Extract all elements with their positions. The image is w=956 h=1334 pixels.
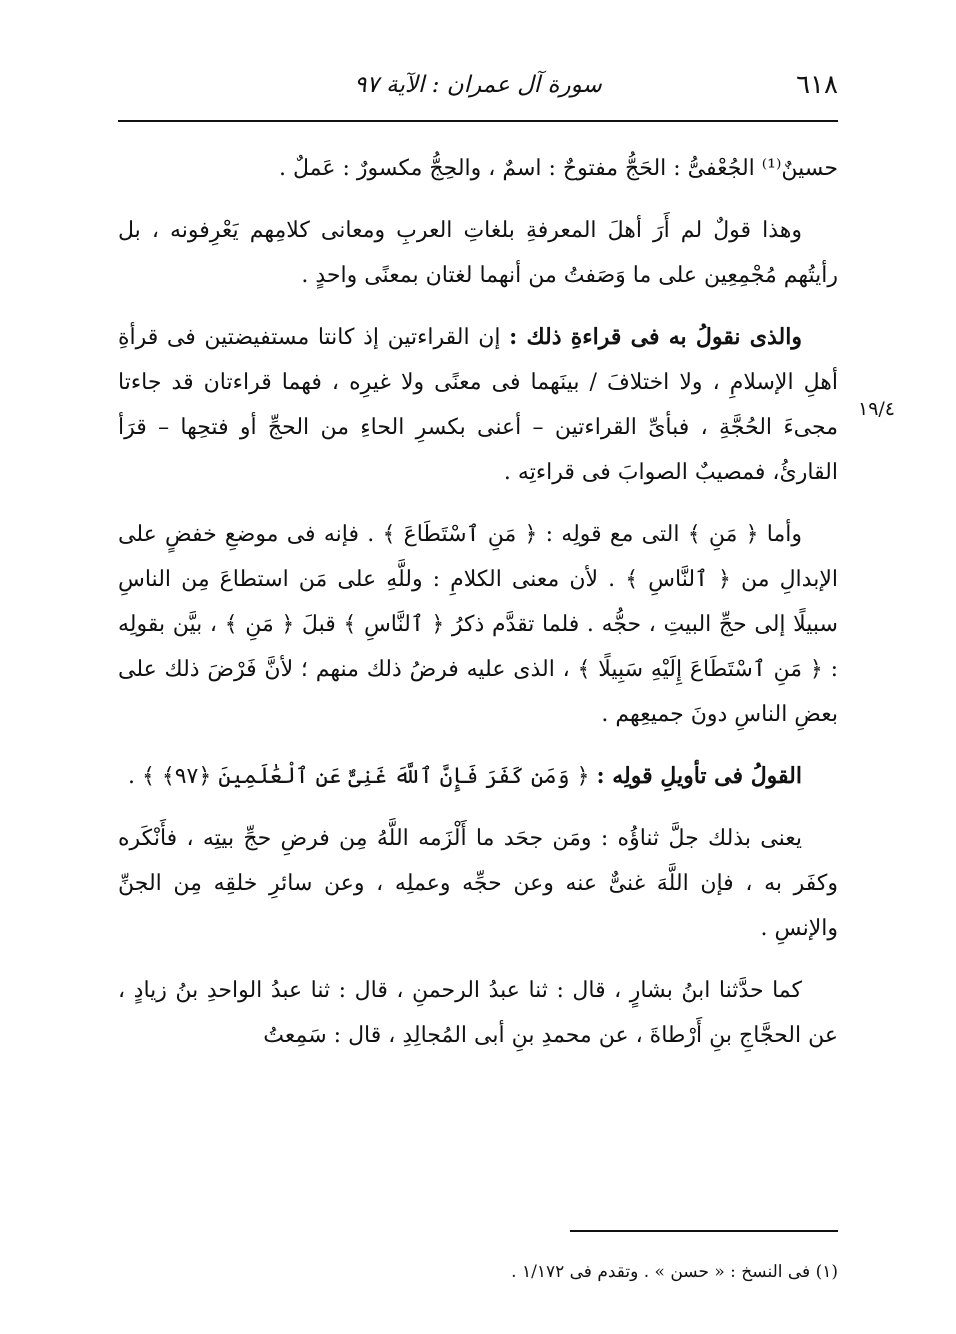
running-title: سورة آل عمران : الآية ٩٧ [354, 72, 602, 98]
paragraph-text: يعنى بذلك جلَّ ثناؤُه : ومَن جحَد ما أَلْزَمه اللَّهُ مِن فرضِ حجِّ بيتِه ، فأَنْكَره وكفَر به ، فإن اللَّهَ غنىٌّ عنه وعن حجِّه وعملِه ، وعن سائرِ خلقِه مِن الجنِّ والإنسِ . [118, 826, 838, 941]
paragraph [118, 754, 838, 799]
paragraph-text: ﴿ وَمَن كَفَرَ فَإِنَّ ٱللَّهَ غَنِىٌّ عَنِ ٱلْعَٰلَمِينَ ﴿٩٧﴾ ﴾ . [127, 764, 597, 789]
paragraph-text: إن القراءتين إذ كانتا مستفيضتين فى قرأةِ أهلِ الإسلامِ ، ولا اختلافَ / بينَهما فى معنًى ولا غيرِه ، فهما قراءتان قد جاءتا مجىءَ الحُجَّةِ ، فبأىِّ القراءتين – أعنى بكسرِ الحاءِ من الحجِّ أو فتحِها – قرَأ القارئُ، فمصيبٌ الصوابَ فى قراءتِه . [118, 325, 838, 485]
paragraph [118, 146, 838, 191]
paragraph [118, 315, 838, 495]
paragraph-lead: القولُ فى تأويلِ قولِه : [596, 763, 802, 789]
page-header [118, 70, 838, 114]
paragraph-text: كما حدَّثنا ابنُ بشارٍ ، قال : ثنا عبدُ الرحمنِ ، قال : ثنا عبدُ الواحدِ بنُ زيادٍ ، عن الحجَّاجِ بنِ أَرْطاةَ ، عن محمدِ بنِ أبى المُجالِدِ ، قال : سَمِعتُ [118, 978, 838, 1048]
main-text [118, 146, 838, 1075]
header-rule [118, 120, 838, 122]
paragraph-text: وأما ﴿ مَنِ ﴾ التى مع قولِه : ﴿ مَنِ ٱسْتَطَاعَ ﴾ . فإنه فى موضعِ خفضٍ على الإبدالِ من ﴿ ٱلنَّاسِ ﴾ . لأن معنى الكلامِ : وللَّهِ على مَن استطاعَ مِن الناسِ سبيلًا إلى حجِّ البيتِ ، حجُّه . فلما تقدَّم ذكرُ ﴿ ٱلنَّاسِ ﴾ قبلَ ﴿ مَنِ ﴾ ، بيَّن بقولِه : ﴿ مَنِ ٱسْتَطَاعَ إِلَيْهِ سَبِيلًا ﴾ ، الذى عليه فرضُ ذلك منهم ؛ لأنَّ فَرْضَ ذلك على بعضِ الناسِ دونَ جميعِهم . [118, 522, 838, 727]
paragraph-text: وهذا قولٌ لم أَرَ أهلَ المعرفةِ بلغاتِ العربِ ومعانى كلامِهم يَعْرِفونه ، بل رأيتُهم مُجْمِعِين على ما وَصَفتُ من أنهما لغتان بمعنًى واحدٍ . [118, 218, 838, 288]
footnote: (١) فى النسخ : « حسن » . وتقدم فى ١/١٧٢ . [511, 1262, 838, 1282]
footnote-rule [570, 1230, 838, 1232]
paragraph [118, 968, 838, 1058]
margin-reference: ١٩/٤ [858, 398, 896, 420]
paragraph [118, 512, 838, 737]
page-number: ٦١٨ [796, 70, 838, 100]
paragraph-lead: والذى نقولُ به فى قراءةِ ذلك : [509, 324, 802, 350]
paragraph-text: حسينٌ⁽¹⁾ الجُعْفىُّ : الحَجُّ مفتوحٌ : اسمٌ ، والحِجُّ مكسورٌ : عَملٌ . [278, 156, 838, 181]
paragraph [118, 208, 838, 298]
paragraph [118, 816, 838, 951]
